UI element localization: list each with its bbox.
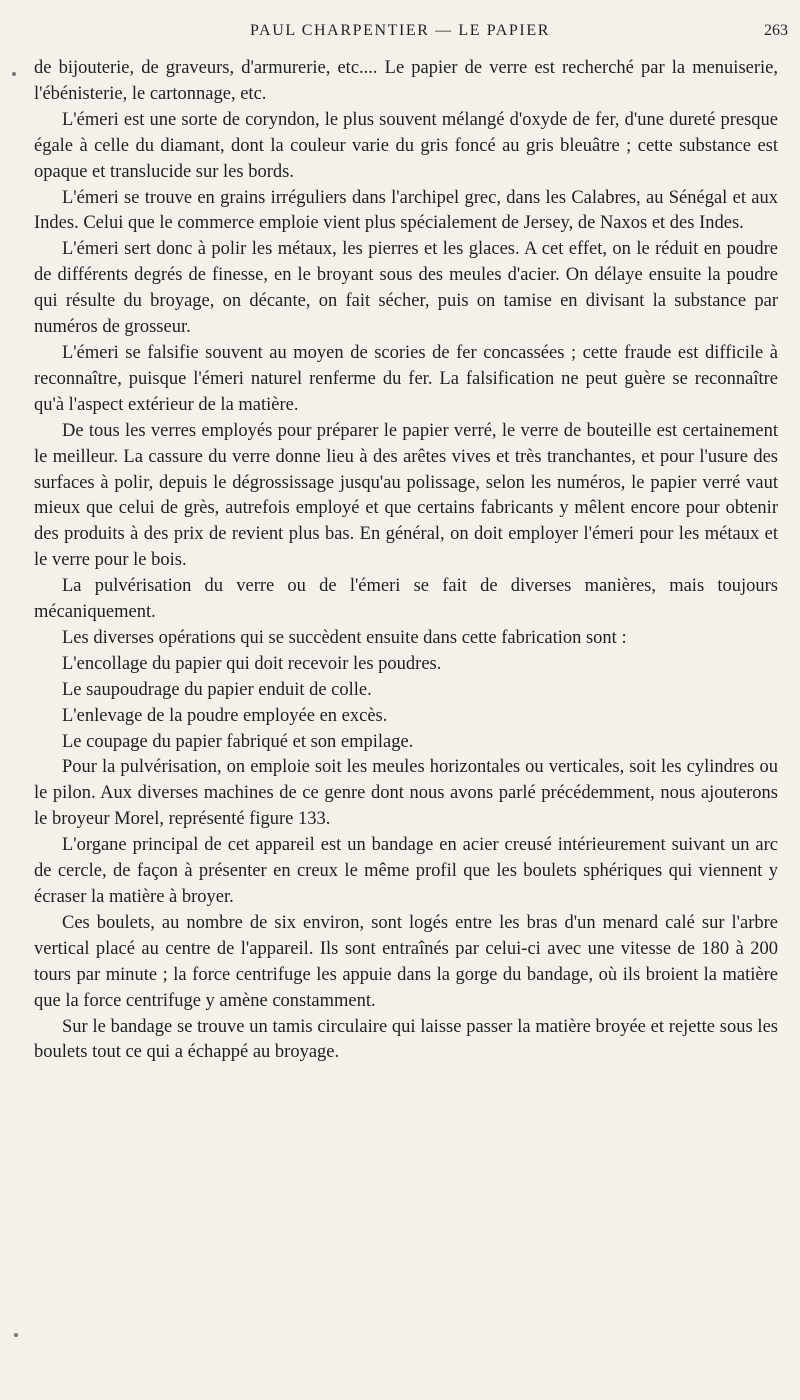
running-title: PAUL CHARPENTIER — LE PAPIER xyxy=(250,22,550,39)
paragraph: La pulvérisation du verre ou de l'émeri se fait de diverses manières, mais toujours mécaniquement. xyxy=(34,576,778,623)
paragraph: L'émeri se trouve en grains irréguliers dans l'archipel grec, dans les Calabres, au Sénégal et aux Indes. Celui que le commerce emploie vient plus spécialement de Jersey, de Naxos et des Indes. xyxy=(34,187,778,234)
list-item: Le coupage du papier fabriqué et son empilage. xyxy=(62,731,414,752)
paragraph: Sur le bandage se trouve un tamis circulaire qui laisse passer la matière broyée et rejette sous les boulets tout ce qui a échappé au broyage. xyxy=(34,1016,778,1063)
page-header xyxy=(0,20,800,46)
paragraph: L'émeri sert donc à polir les métaux, les pierres et les glaces. A cet effet, on le réduit en poudre de différents degrés de finesse, en le broyant sous des meules d'acier. On délaye ensuite la poudre qui résulte du broyage, on décante, on fait sécher, puis on tamise en divisant la substance par numéros de grosseur. xyxy=(34,239,778,338)
paragraph: L'émeri se falsifie souvent au moyen de scories de fer concassées ; cette fraude est difficile à reconnaître, puisque l'émeri naturel renferme du fer. La falsification ne peut guère se reconnaître qu'à l'aspect extérieur de la matière. xyxy=(34,342,778,415)
body-text xyxy=(34,56,778,1066)
paragraph: L'organe principal de cet appareil est un bandage en acier creusé intérieurement suivant un arc de cercle, de façon à présenter en creux le même profil que les boulets sphériques qui viennent y écraser la matière à broyer. xyxy=(34,835,778,907)
paragraph: Les diverses opérations qui se succèdent ensuite dans cette fabrication sont : xyxy=(62,627,627,648)
paragraph: L'émeri est une sorte de coryndon, le plus souvent mélangé d'oxyde de fer, d'une dureté presque égale à celle du diamant, dont la couleur varie du gris foncé au gris bleuâtre ; cette substance est opaque et translucide sur les bords. xyxy=(34,109,778,182)
ink-speck xyxy=(14,1333,18,1337)
list-item: L'enlevage de la poudre employée en excès. xyxy=(62,705,388,726)
paragraph: Pour la pulvérisation, on emploie soit les meules horizontales ou verticales, soit les cylindres ou le pilon. Aux diverses machines de ce genre dont nous avons parlé précédemment, nous ajouterons le broyeur Morel, représenté figure 133. xyxy=(34,757,778,830)
page-number: 263 xyxy=(764,22,788,39)
list-item: L'encollage du papier qui doit recevoir les poudres. xyxy=(62,653,442,674)
paragraph: Ces boulets, au nombre de six environ, sont logés entre les bras d'un menard calé sur l'arbre vertical placé au centre de l'appareil. Ils sont entraînés par celui-ci avec une vitesse de 180 à 200 tours par minute ; la force centrifuge les appuie dans la gorge du bandage, où ils broient la matière que la force centrifuge y amène constamment. xyxy=(34,912,778,1011)
ink-speck xyxy=(12,72,16,76)
paragraph: de bijouterie, de graveurs, d'armurerie, etc.... Le papier de verre est recherché par la menuiserie, l'ébénisterie, le cartonnage, etc. xyxy=(34,58,778,104)
list-item: Le saupoudrage du papier enduit de colle. xyxy=(62,679,372,700)
paragraph: De tous les verres employés pour préparer le papier verré, le verre de bouteille est certainement le meilleur. La cassure du verre donne lieu à des arêtes vives et très tranchantes, et pour l'usure des surfaces à polir, depuis le dégrossissage jusqu'au polissage, selon les numéros, le papier verré vaut mieux que celui de grès, autrefois employé et que certains fabricants y mêlent encore pour obtenir des produits à des prix de revient plus bas. En général, on doit employer l'émeri pour les métaux et le verre pour le bois. xyxy=(34,420,778,571)
